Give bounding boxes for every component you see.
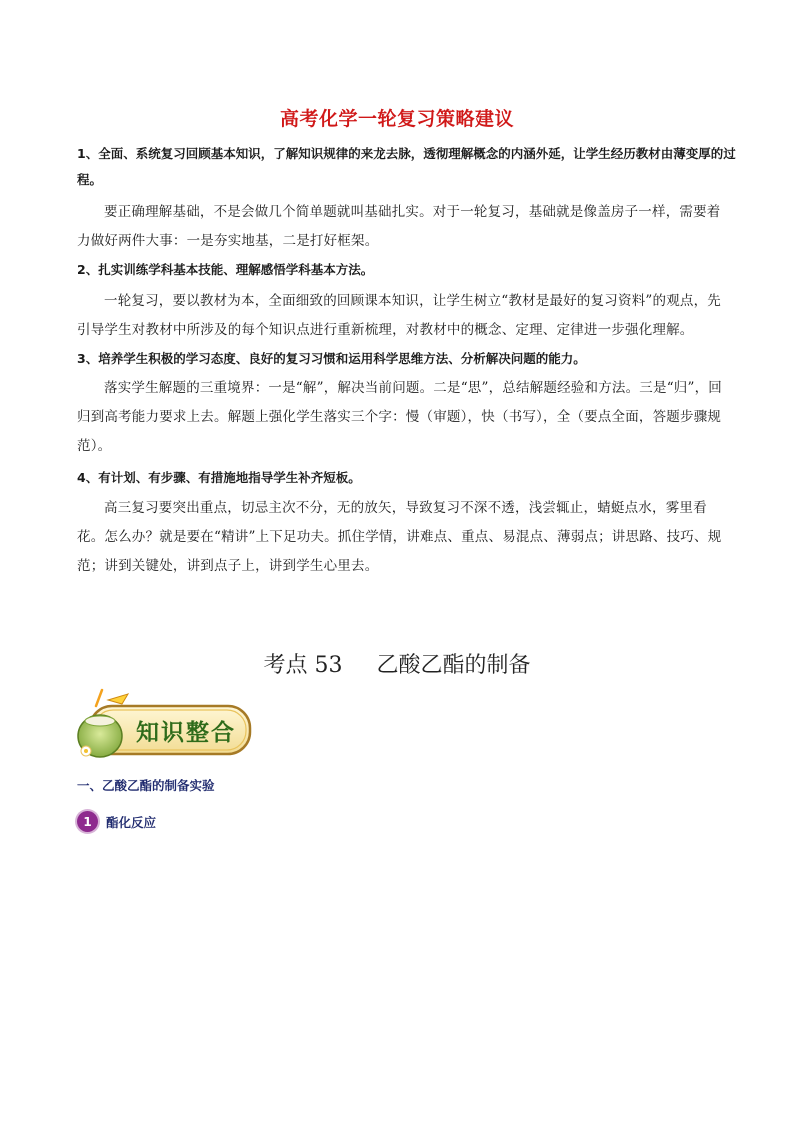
- section-3-body: [77, 374, 727, 461]
- section-2-body: [77, 287, 727, 345]
- topic-name: 乙酸乙酯的制备: [376, 653, 531, 678]
- step-label: 酯化反应: [106, 814, 157, 830]
- section-1-text: 要正确理解基础，不是会做几个简单题就叫基础扎实。对于一轮复习，基础就是像盖房子一样，需要着力做好两件大事：一是夯实地基，二是打好框架。: [77, 204, 721, 249]
- section-3-heading: 3、培养学生积极的学习态度、良好的复习习惯和运用科学思维方法、分析解决问题的能力。: [77, 351, 586, 366]
- section-4-text: 高三复习要突出重点，切忌主次不分，无的放矢，导致复习不深不透，浅尝辄止，蜻蜓点水，雾里看花。怎么办？就是要在“精讲”上下足功夫。抓住学情，讲难点、重点、易混点、薄弱点；讲思路、技巧、规范；讲到关键处，讲到点子上，讲到学生心里去。: [77, 500, 722, 574]
- section-4-heading: 4、有计划、有步骤、有措施地指导学生补齐短板。: [77, 470, 361, 485]
- section-2-heading: 2、扎实训练学科基本技能、理解感悟学科基本方法。: [77, 262, 374, 277]
- topic-title: [0, 648, 794, 679]
- section-1-body: [77, 198, 727, 256]
- topic-number: 考点 53: [263, 653, 343, 678]
- page-title: 高考化学一轮复习策略建议: [279, 108, 514, 130]
- section-2-text: 一轮复习，要以教材为本，全面细致的回顾课本知识，让学生树立“教材是最好的复习资料”的观点，先引导学生对教材中所涉及的每个知识点进行重新梳理，对教材中的概念、定理、定律进一步强化理解。: [77, 293, 722, 338]
- section-1-heading: 1、全面、系统复习回顾基本知识，了解知识规律的来龙去脉，透彻理解概念的内涵外延，让学生经历教材由薄变厚的过程。: [77, 146, 736, 187]
- section-3-text: 落实学生解题的三重境界：一是“解”，解决当前问题。二是“思”，总结解题经验和方法。三是“归”，回归到高考能力要求上去。解题上强化学生落实三个字：慢（审题），快（书写），全（要点全面，答题步骤规范）。: [77, 380, 723, 454]
- step-item: [77, 811, 156, 832]
- knowledge-banner: [72, 688, 258, 766]
- section-4-body: [77, 494, 727, 581]
- subsection-heading: 一、乙酸乙酯的制备实验: [77, 778, 215, 793]
- banner-label: 知识整合: [136, 720, 236, 746]
- step-number-badge: 1: [77, 811, 98, 832]
